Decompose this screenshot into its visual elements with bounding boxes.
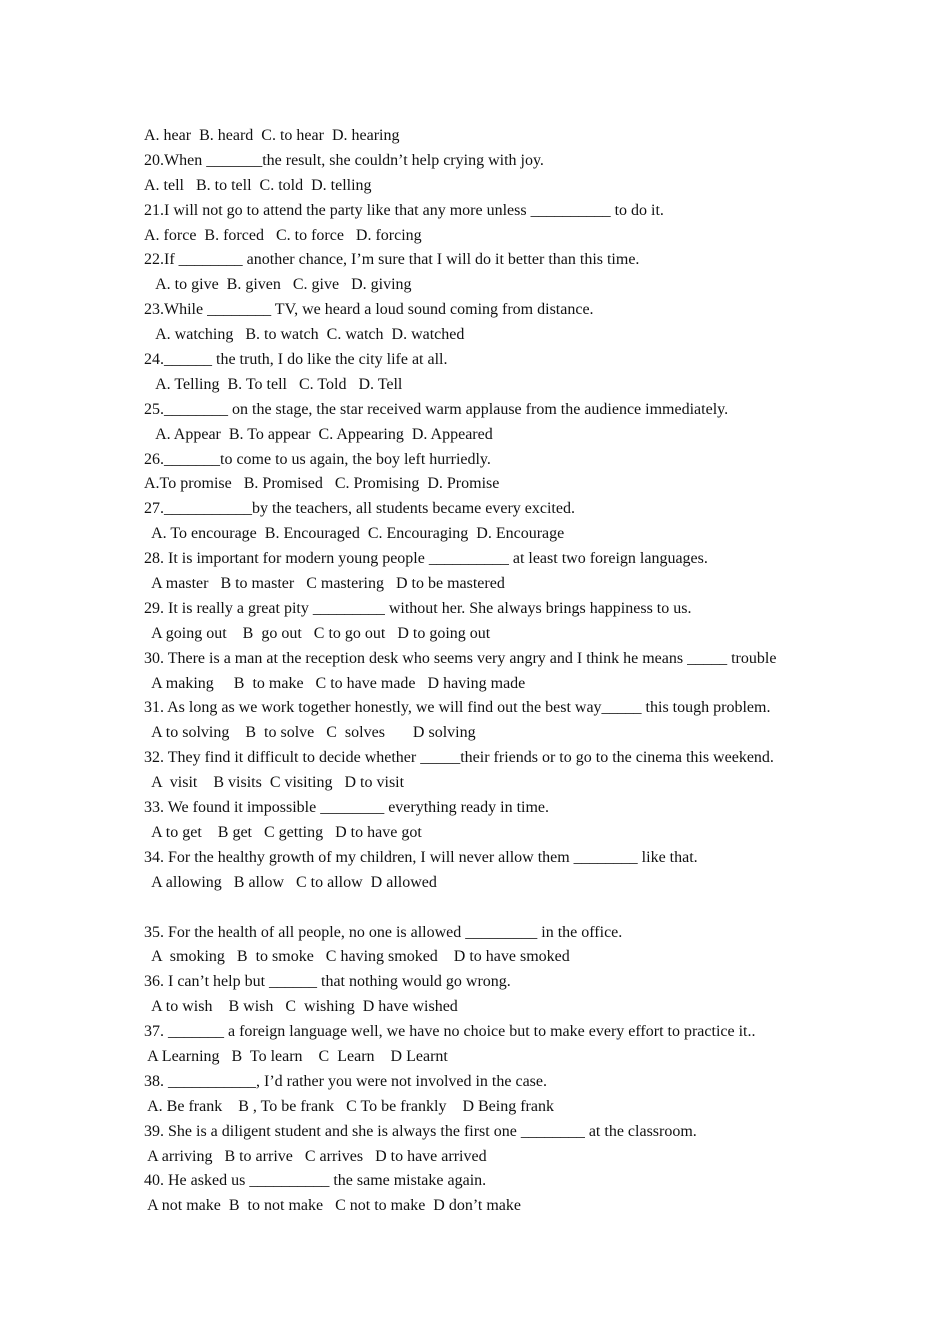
answer-options: A.To promise B. Promised C. Promising D. Promise [144, 475, 500, 493]
answer-options: A to solving B to solve C solves D solving [144, 724, 476, 742]
question-line: 33. We found it impossible ________ everything ready in time. [144, 799, 550, 817]
answer-options: A visit B visits C visiting D to visit [144, 774, 405, 792]
answer-options: A. hear B. heard C. to hear D. hearing [144, 127, 400, 144]
answer-options: A. Telling B. To tell C. Told D. Tell [144, 375, 403, 393]
question-line: 21.I will not go to attend the party like that any more unless __________ to do it. [144, 201, 664, 219]
question-line: 29. It is really a great pity _________ without her. She always brings happiness to us. [144, 599, 692, 617]
question-line: 24.______ the truth, I do like the city life at all. [144, 351, 448, 369]
answer-options: A. tell B. to tell C. told D. telling [144, 176, 372, 194]
answer-options: A. force B. forced C. to force D. forcing [144, 226, 422, 244]
question-line: 38. ___________, I’d rather you were not involved in the case. [144, 1072, 548, 1090]
answer-options: A. To encourage B. Encouraged C. Encouraging D. Encourage [144, 525, 565, 543]
question-line: 37. _______ a foreign language well, we have no choice but to make every effort to practice it.. [144, 1023, 756, 1041]
blank-line [144, 896, 824, 921]
question-line: 27.___________by the teachers, all students became every excited. [144, 500, 575, 518]
question-line: 23.While ________ TV, we heard a loud sound coming from distance. [144, 301, 594, 319]
question-line: 31. As long as we work together honestly, we will find out the best way_____ this tough problem. [144, 699, 771, 717]
answer-options: A master B to master C mastering D to be mastered [144, 575, 505, 593]
answer-options: A. Be frank B , To be frank C To be frankly D Being frank [144, 1097, 554, 1115]
answer-options: A arriving B to arrive C arrives D to have arrived [144, 1147, 487, 1165]
question-line: 34. For the healthy growth of my children, I will never allow them ________ like that. [144, 848, 698, 866]
question-line: 22.If ________ another chance, I’m sure that I will do it better than this time. [144, 251, 640, 269]
question-line: 20.When _______the result, she couldn’t help crying with joy. [144, 151, 544, 169]
question-line: 39. She is a diligent student and she is always the first one ________ at the classroom. [144, 1122, 697, 1140]
question-line: 26._______to come to us again, the boy left hurriedly. [144, 450, 491, 468]
answer-options: A making B to make C to have made D having made [144, 674, 526, 692]
answer-options: A going out B go out C to go out D to going out [144, 624, 491, 642]
answer-options: A to wish B wish C wishing D have wished [144, 998, 458, 1016]
answer-options: A Learning B To learn C Learn D Learnt [144, 1047, 448, 1065]
question-line: 32. They find it difficult to decide whether _____their friends or to go to the cinema this weekend. [144, 749, 774, 767]
answer-options: A not make B to not make C not to make D don’t make [144, 1197, 521, 1215]
answer-options: A to get B get C getting D to have got [144, 823, 422, 841]
exercise-text [144, 124, 824, 1219]
answer-options: A. watching B. to watch C. watch D. watched [144, 326, 465, 344]
question-line: 40. He asked us __________ the same mistake again. [144, 1172, 487, 1190]
answer-options: A smoking B to smoke C having smoked D to have smoked [144, 948, 570, 966]
question-line: 28. It is important for modern young people __________ at least two foreign languages. [144, 550, 708, 568]
answer-options: A allowing B allow C to allow D allowed [144, 873, 437, 891]
answer-options: A. to give B. given C. give D. giving [144, 276, 412, 294]
question-line: 36. I can’t help but ______ that nothing would go wrong. [144, 973, 511, 991]
answer-options: A. Appear B. To appear C. Appearing D. Appeared [144, 425, 493, 443]
question-line: 35. For the health of all people, no one is allowed _________ in the office. [144, 923, 623, 941]
question-line: 30. There is a man at the reception desk who seems very angry and I think he means _____ trouble [144, 649, 777, 667]
question-line: 25.________ on the stage, the star received warm applause from the audience immediately. [144, 400, 729, 418]
